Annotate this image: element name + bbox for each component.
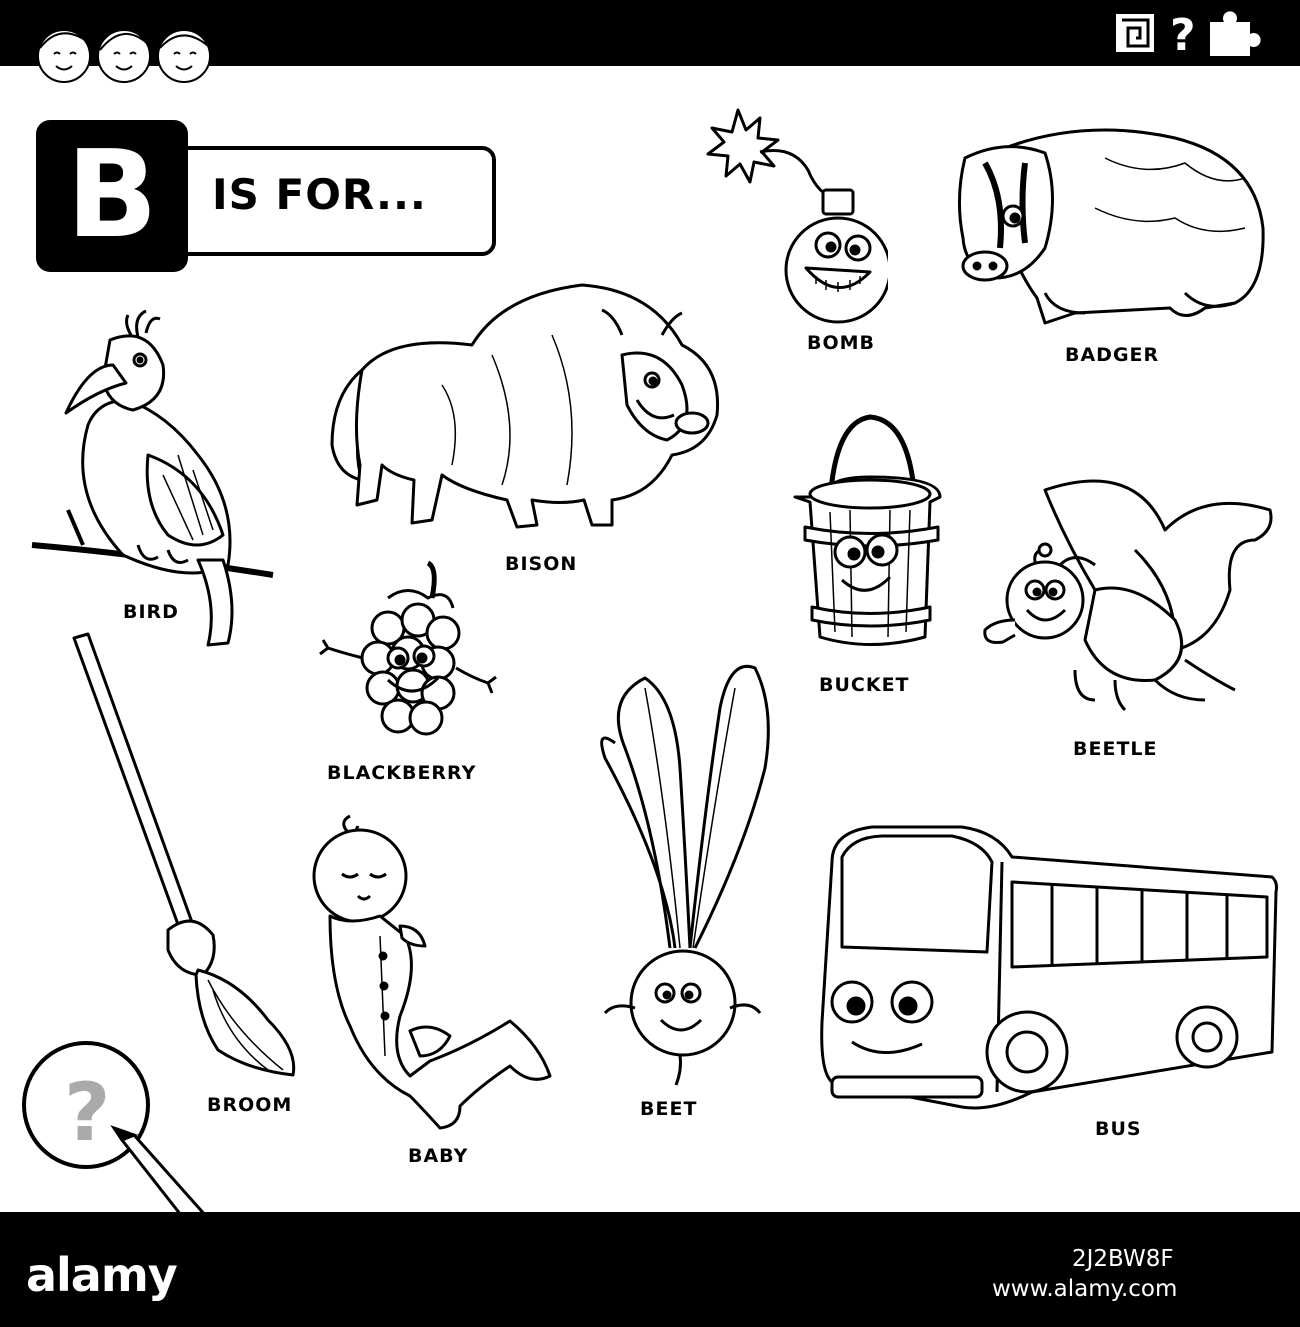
page-title: IS FOR...: [212, 170, 427, 219]
baby-icon: [310, 806, 560, 1136]
bird-label: BIRD: [123, 601, 179, 623]
badger-label: BADGER: [1065, 344, 1160, 366]
children-faces-icon: [24, 14, 234, 84]
broom-label: BROOM: [207, 1094, 293, 1116]
beetle-label: BEETLE: [1073, 738, 1158, 760]
bus-icon: [812, 822, 1280, 1122]
beet-icon: [595, 648, 780, 1093]
puzzle-piece-icon: [1210, 11, 1261, 56]
footer-url: www.alamy.com: [992, 1276, 1178, 1302]
bucket-label: BUCKET: [819, 674, 910, 696]
maze-icon: [1116, 14, 1154, 52]
beetle-icon: [975, 470, 1285, 720]
beet-label: BEET: [640, 1098, 698, 1120]
image-id: 2J2BW8F: [1072, 1246, 1174, 1272]
bomb-icon: [698, 100, 888, 335]
svg-text:?: ?: [1170, 10, 1196, 58]
bison-label: BISON: [505, 553, 578, 575]
bucket-icon: [790, 412, 950, 652]
svg-text:?: ?: [64, 1066, 111, 1159]
magnifier-question-icon: [14, 1040, 219, 1240]
brand-logo: alamy: [26, 1248, 177, 1302]
letter-badge: [36, 120, 188, 272]
badger-icon: [945, 118, 1270, 333]
question-mark-icon: [1170, 10, 1196, 58]
bomb-label: BOMB: [807, 332, 876, 354]
blackberry-label: BLACKBERRY: [327, 762, 477, 784]
blackberry-icon: [318, 558, 503, 748]
bird-icon: [28, 305, 278, 650]
bus-label: BUS: [1095, 1118, 1142, 1140]
broom-icon: [68, 630, 308, 1100]
baby-label: BABY: [408, 1145, 469, 1167]
top-icons-group: [1112, 8, 1282, 58]
letter-b: B: [66, 126, 158, 265]
bison-icon: [322, 275, 732, 545]
